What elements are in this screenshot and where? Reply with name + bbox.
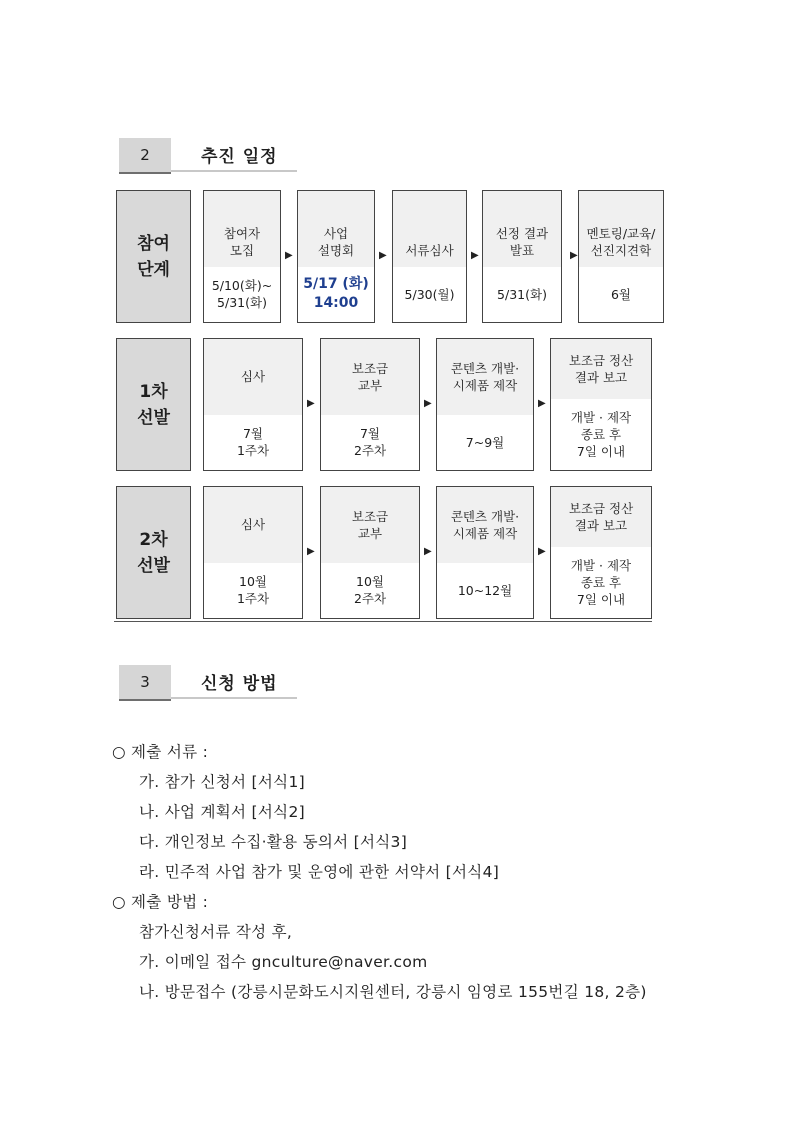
schedule-box-date: 7월 1주차 (236, 426, 270, 459)
arrow-right-icon: ▶ (307, 398, 315, 409)
method-item-email: 가. 이메일 접수 gnculture@naver.com (139, 953, 428, 971)
section-title: 신청 방법 (171, 665, 297, 699)
schedule-box-title: 참여자 모집 (204, 191, 280, 267)
schedule-box-review (203, 486, 303, 619)
doc-item: 나. 사업 계획서 [서식2] (139, 803, 305, 821)
schedule-box-briefing (297, 190, 375, 323)
schedule-box-grant (320, 486, 420, 619)
schedule-box-grant (320, 338, 420, 471)
arrow-right-icon: ▶ (424, 546, 432, 557)
schedule-box-date: 7~9월 (465, 434, 505, 450)
schedule-box-title: 보조금 정산 결과 보고 (551, 339, 651, 399)
schedule-box-title: 콘텐츠 개발· 시제품 제작 (437, 487, 533, 563)
schedule-box-date: 7월 2주차 (353, 426, 387, 459)
schedule-box-date: 6월 (610, 286, 632, 302)
section-number: 2 (119, 138, 171, 174)
schedule-box-recruitment (203, 190, 281, 323)
docs-heading: ○ 제출 서류 : (112, 743, 209, 761)
schedule-box-date: 10월 2주차 (353, 574, 387, 607)
arrow-right-icon: ▶ (379, 250, 387, 261)
arrow-right-icon: ▶ (538, 398, 546, 409)
schedule-box-date: 5/31(화) (497, 286, 547, 302)
schedule-box-development (436, 486, 534, 619)
arrow-right-icon: ▶ (424, 398, 432, 409)
doc-item: 다. 개인정보 수집·활용 동의서 [서식3] (139, 833, 408, 851)
schedule-box-date: 5/10(화)~ 5/31(화) (211, 278, 273, 311)
schedule-box-date: 개발 · 제작 종료 후 7일 이내 (570, 410, 632, 460)
stage-label-participation: 참여 단계 (116, 190, 191, 323)
schedule-box-date: 10~12월 (457, 582, 513, 598)
schedule-box-review (203, 338, 303, 471)
section-2-heading (119, 138, 297, 174)
schedule-box-title: 보조금 정산 결과 보고 (551, 487, 651, 547)
method-item-visit: 나. 방문접수 (강릉시문화도시지원센터, 강릉시 임영로 155번길 18, 2층) (139, 983, 647, 1001)
schedule-box-title: 사업 설명회 (298, 191, 374, 267)
schedule-box-date: 개발 · 제작 종료 후 7일 이내 (570, 558, 632, 608)
schedule-box-title: 콘텐츠 개발· 시제품 제작 (437, 339, 533, 415)
stage-label-first-selection: 1차 선발 (116, 338, 191, 471)
section-3-heading (119, 665, 297, 701)
schedule-box-settlement (550, 338, 652, 471)
method-intro: 참가신청서류 작성 후, (139, 923, 293, 941)
schedule-box-title: 심사 (204, 339, 302, 415)
arrow-right-icon: ▶ (570, 250, 578, 261)
schedule-box-title: 선정 결과 발표 (483, 191, 561, 267)
schedule-box-title: 멘토링/교육/ 선진지견학 (579, 191, 663, 267)
schedule-box-title: 심사 (204, 487, 302, 563)
schedule-box-title: 서류심사 (393, 191, 466, 267)
arrow-right-icon: ▶ (538, 546, 546, 557)
schedule-box-date-highlight: 5/17 (화) 14:00 (303, 276, 369, 312)
stage-label-second-selection: 2차 선발 (116, 486, 191, 619)
schedule-box-announcement (482, 190, 562, 323)
arrow-right-icon: ▶ (285, 250, 293, 261)
doc-item: 가. 참가 신청서 [서식1] (139, 773, 305, 791)
schedule-box-title: 보조금 교부 (321, 487, 419, 563)
method-heading: ○ 제출 방법 : (112, 893, 209, 911)
doc-item: 라. 민주적 사업 참가 및 운영에 관한 서약서 [서식4] (139, 863, 500, 881)
arrow-right-icon: ▶ (471, 250, 479, 261)
schedule-box-date: 5/30(월) (404, 286, 455, 302)
section-number: 3 (119, 665, 171, 701)
schedule-box-document-review (392, 190, 467, 323)
schedule-box-title: 보조금 교부 (321, 339, 419, 415)
schedule-box-settlement (550, 486, 652, 619)
schedule-box-date: 10월 1주차 (236, 574, 270, 607)
table-bottom-rule (114, 621, 652, 622)
section-title: 추진 일정 (171, 138, 297, 172)
schedule-box-development (436, 338, 534, 471)
arrow-right-icon: ▶ (307, 546, 315, 557)
schedule-box-mentoring (578, 190, 664, 323)
